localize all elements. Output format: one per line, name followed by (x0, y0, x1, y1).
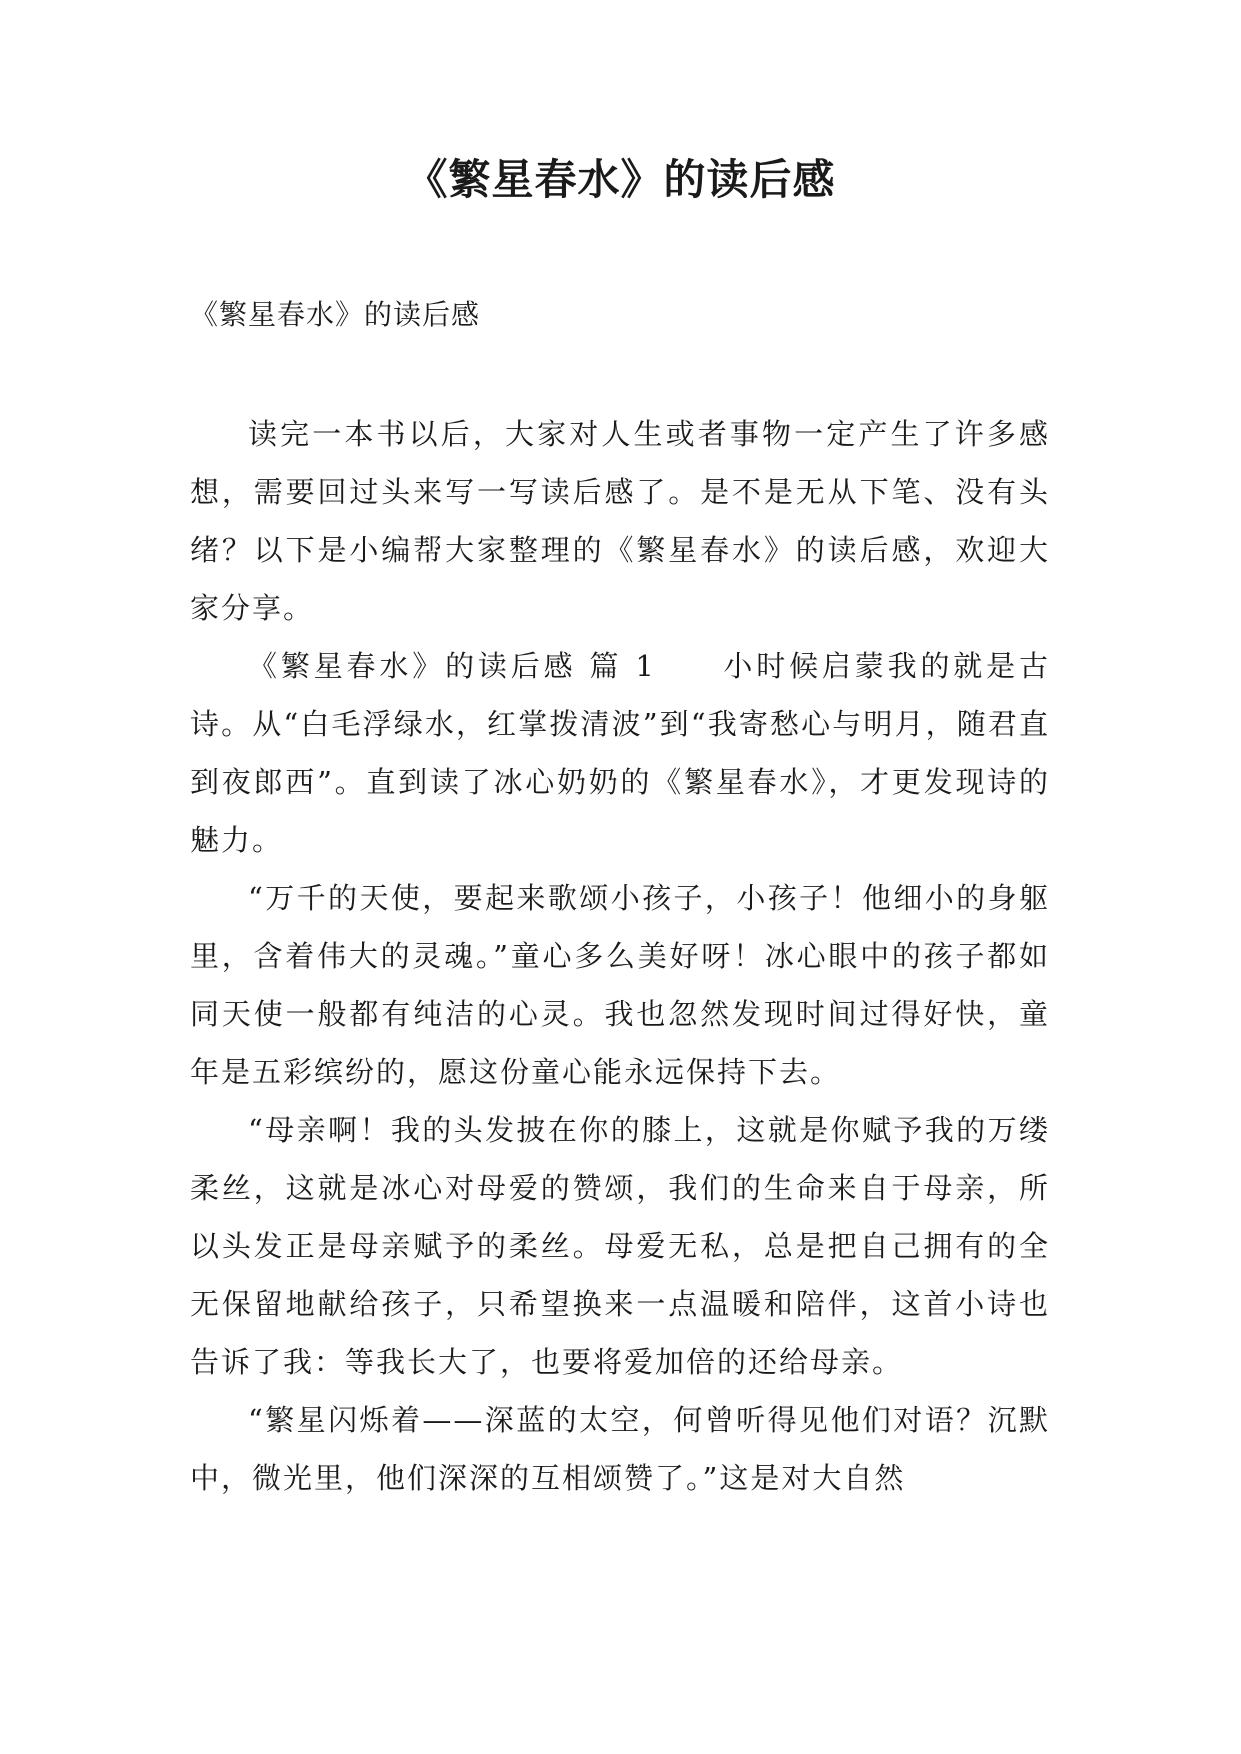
paragraph-mother: “母亲啊！我的头发披在你的膝上，这就是你赋予我的万缕柔丝，这就是冰心对母爱的赞颂，我们的生命来自于母亲，所以头发正是母亲赋予的柔丝。母爱无私，总是把自己拥有的全无保留地献给孩子，只希望换来一点温暖和陪伴，这首小诗也告诉了我：等我长大了，也要将爱加倍的还给母亲。 (190, 1113, 1050, 1379)
paragraph-stars: “繁星闪烁着——深蓝的太空，何曾听得见他们对语？沉默中，微光里，他们深深的互相颂赞了。”这是对大自然 (190, 1403, 1050, 1495)
paragraph-intro: 读完一本书以后，大家对人生或者事物一定产生了许多感想，需要回过头来写一写读后感了。是不是无从下笔、没有头绪？以下是小编帮大家整理的《繁星春水》的读后感，欢迎大家分享。 (190, 417, 1050, 625)
paragraph-section-1: 《繁星春水》的读后感 篇 1 小时候启蒙我的就是古诗。从“白毛浮绿水，红掌拨清波”到“我寄愁心与明月，随君直到夜郎西”。直到读了冰心奶奶的《繁星春水》，才更发现诗的魅力。 (190, 649, 1050, 857)
document-title: 《繁星春水》的读后感 (405, 155, 836, 204)
document-subtitle: 《繁星春水》的读后感 (190, 298, 481, 331)
document-body (190, 405, 1050, 1507)
paragraph-angels: “万千的天使，要起来歌颂小孩子，小孩子！他细小的身躯里，含着伟大的灵魂。”童心多么美好呀！冰心眼中的孩子都如同天使一般都有纯洁的心灵。我也忽然发现时间过得好快，童年是五彩缤纷的，愿这份童心能永远保持下去。 (190, 881, 1050, 1089)
